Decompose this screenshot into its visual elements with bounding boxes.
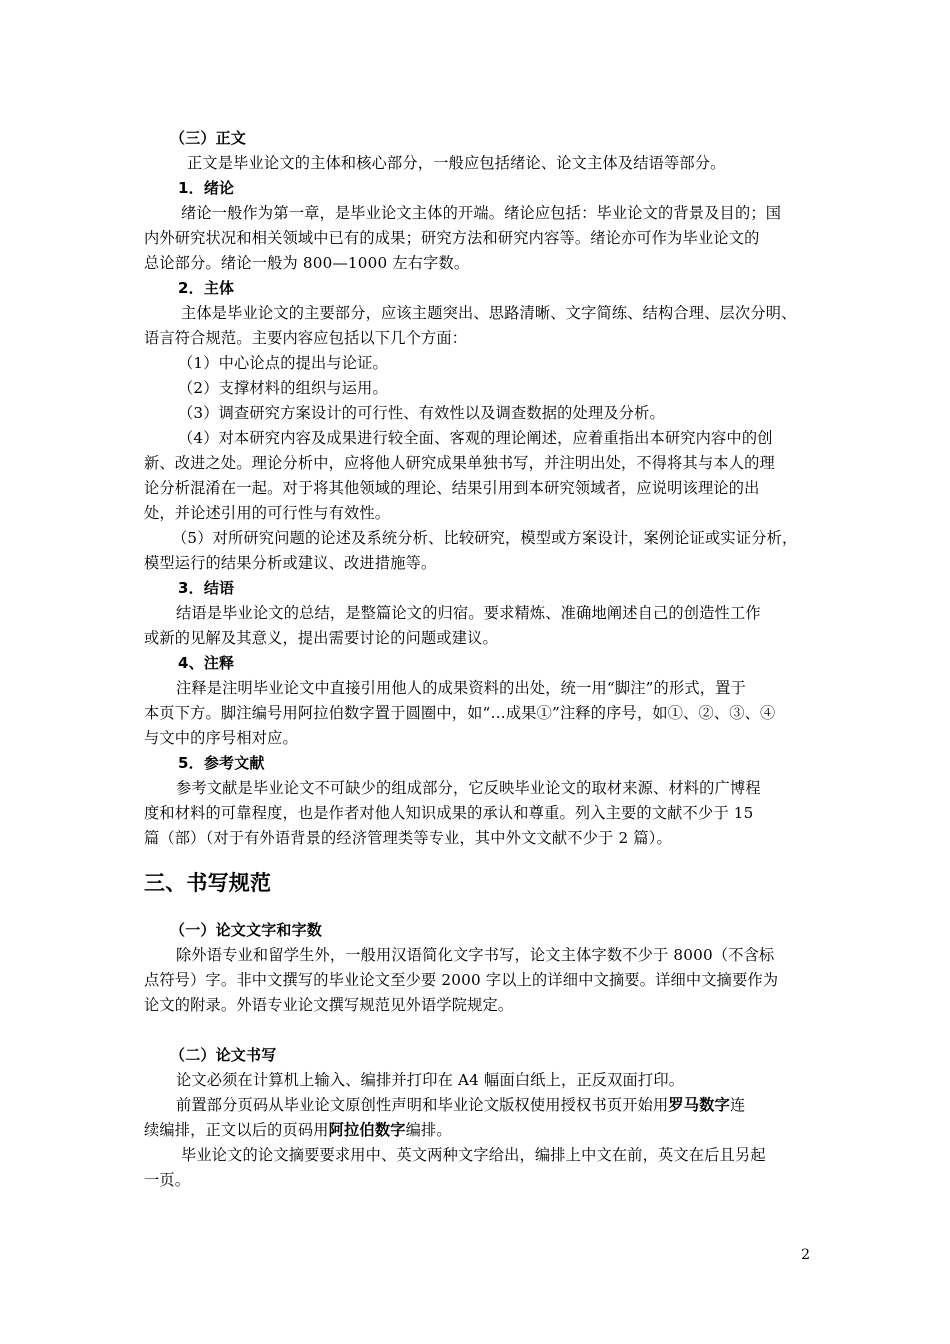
- subsection-heading-references: 5．参考文献: [178, 754, 265, 772]
- bold-emphasis: 罗马数字: [668, 1096, 730, 1114]
- paragraph-line: [176, 1095, 745, 1115]
- section-heading-main-text: （三）正文: [170, 129, 247, 147]
- section-heading-text-and-word-count: （一）论文文字和字数: [170, 921, 323, 939]
- paragraph-line: 点符号）字。非中文撰写的毕业论文至少要 2000 字以上的详细中文摘要。详细中文摘要作为: [144, 971, 779, 989]
- paragraph-line: 注释是注明毕业论文中直接引用他人的成果资料的出处，统一用“脚注”的形式，置于: [176, 679, 746, 697]
- text-run: 前置部分页码从毕业论文原创性声明和毕业论文版权使用授权书页开始用: [176, 1096, 669, 1114]
- paragraph-line: 正文是毕业论文的主体和核心部分，一般应包括绪论、论文主体及结语等部分。: [187, 154, 726, 172]
- paragraph-line: 论分析混淆在一起。对于将其他领域的理论、结果引用到本研究领域者，应说明该理论的出: [144, 479, 760, 497]
- subsection-heading-conclusion: 3．结语: [178, 579, 235, 597]
- text-run: 连: [729, 1096, 746, 1114]
- paragraph-line: 结语是毕业论文的总结，是整篇论文的归宿。要求精炼、准确地阐述自己的创造性工作: [176, 604, 761, 622]
- paragraph-line: 主体是毕业论文的主要部分，应该主题突出、思路清晰、文字简练、结构合理、层次分明、: [181, 304, 797, 322]
- paragraph-line: 一页。: [144, 1171, 191, 1189]
- paragraph-line: 论文必须在计算机上输入、编排并打印在 A4 幅面白纸上，正反双面打印。: [176, 1071, 685, 1089]
- list-item: （1）中心论点的提出与论证。: [178, 354, 388, 372]
- paragraph-line: 绪论一般作为第一章，是毕业论文主体的开端。绪论应包括：毕业论文的背景及目的；国: [181, 204, 782, 222]
- subsection-heading-introduction: 1．绪论: [178, 179, 235, 197]
- paragraph-line: 度和材料的可靠程度，也是作者对他人知识成果的承认和尊重。列入主要的文献不少于 15: [144, 804, 754, 822]
- paragraph-line: 总论部分。绪论一般为 800—1000 左右字数。: [144, 254, 470, 272]
- bold-emphasis: 阿拉伯数字: [328, 1121, 406, 1139]
- list-item: （2）支撑材料的组织与运用。: [178, 379, 388, 397]
- list-item: （5）对所研究问题的论述及系统分析、比较研究，模型或方案设计，案例论证或实证分析，: [172, 529, 798, 547]
- paragraph-line: 参考文献是毕业论文不可缺少的组成部分，它反映毕业论文的取材来源、材料的广博程: [176, 779, 761, 797]
- chapter-heading-writing-standards: 三、书写规范: [144, 871, 272, 895]
- subsection-heading-notes: 4、注释: [178, 654, 235, 672]
- list-item: （3）调查研究方案设计的可行性、有效性以及调查数据的处理及分析。: [178, 404, 665, 422]
- paragraph-line: 新、改进之处。理论分析中，应将他人研究成果单独书写，并注明出处，不得将其与本人的理: [144, 454, 775, 472]
- text-run: 续编排，正文以后的页码用: [144, 1121, 329, 1139]
- paragraph-line: 论文的附录。外语专业论文撰写规范见外语学院规定。: [144, 996, 514, 1014]
- paragraph-line: 与文中的序号相对应。: [144, 729, 298, 747]
- page-number: 2: [801, 1247, 810, 1263]
- paragraph-line: [144, 1120, 452, 1140]
- paragraph-line: 语言符合规范。主要内容应包括以下几个方面：: [144, 329, 468, 347]
- paragraph-line: 模型运行的结果分析或建议、改进措施等。: [144, 554, 437, 572]
- subsection-heading-body: 2．主体: [178, 279, 235, 297]
- paragraph-line: 或新的见解及其意义，提出需要讨论的问题或建议。: [144, 629, 498, 647]
- paragraph-line: 毕业论文的论文摘要要求用中、英文两种文字给出，编排上中文在前，英文在后且另起: [181, 1146, 766, 1164]
- paragraph-line: 内外研究状况和相关领域中已有的成果；研究方法和研究内容等。绪论亦可作为毕业论文的: [144, 229, 760, 247]
- paragraph-line: 除外语专业和留学生外，一般用汉语简化文字书写，论文主体字数不少于 8000（不含标: [176, 946, 775, 964]
- paragraph-line: 本页下方。脚注编号用阿拉伯数字置于圆圈中，如“…成果①”注释的序号，如①、②、③、④: [144, 704, 776, 722]
- list-item: （4）对本研究内容及成果进行较全面、客观的理论阐述，应着重指出本研究内容中的创: [178, 429, 773, 447]
- text-run: 编排。: [405, 1121, 452, 1139]
- paragraph-line: 篇（部）（对于有外语背景的经济管理类等专业，其中外文文献不少于 2 篇）。: [144, 829, 672, 847]
- paragraph-line: 处，并论述引用的可行性与有效性。: [144, 504, 391, 522]
- section-heading-thesis-writing: （二）论文书写: [170, 1046, 277, 1064]
